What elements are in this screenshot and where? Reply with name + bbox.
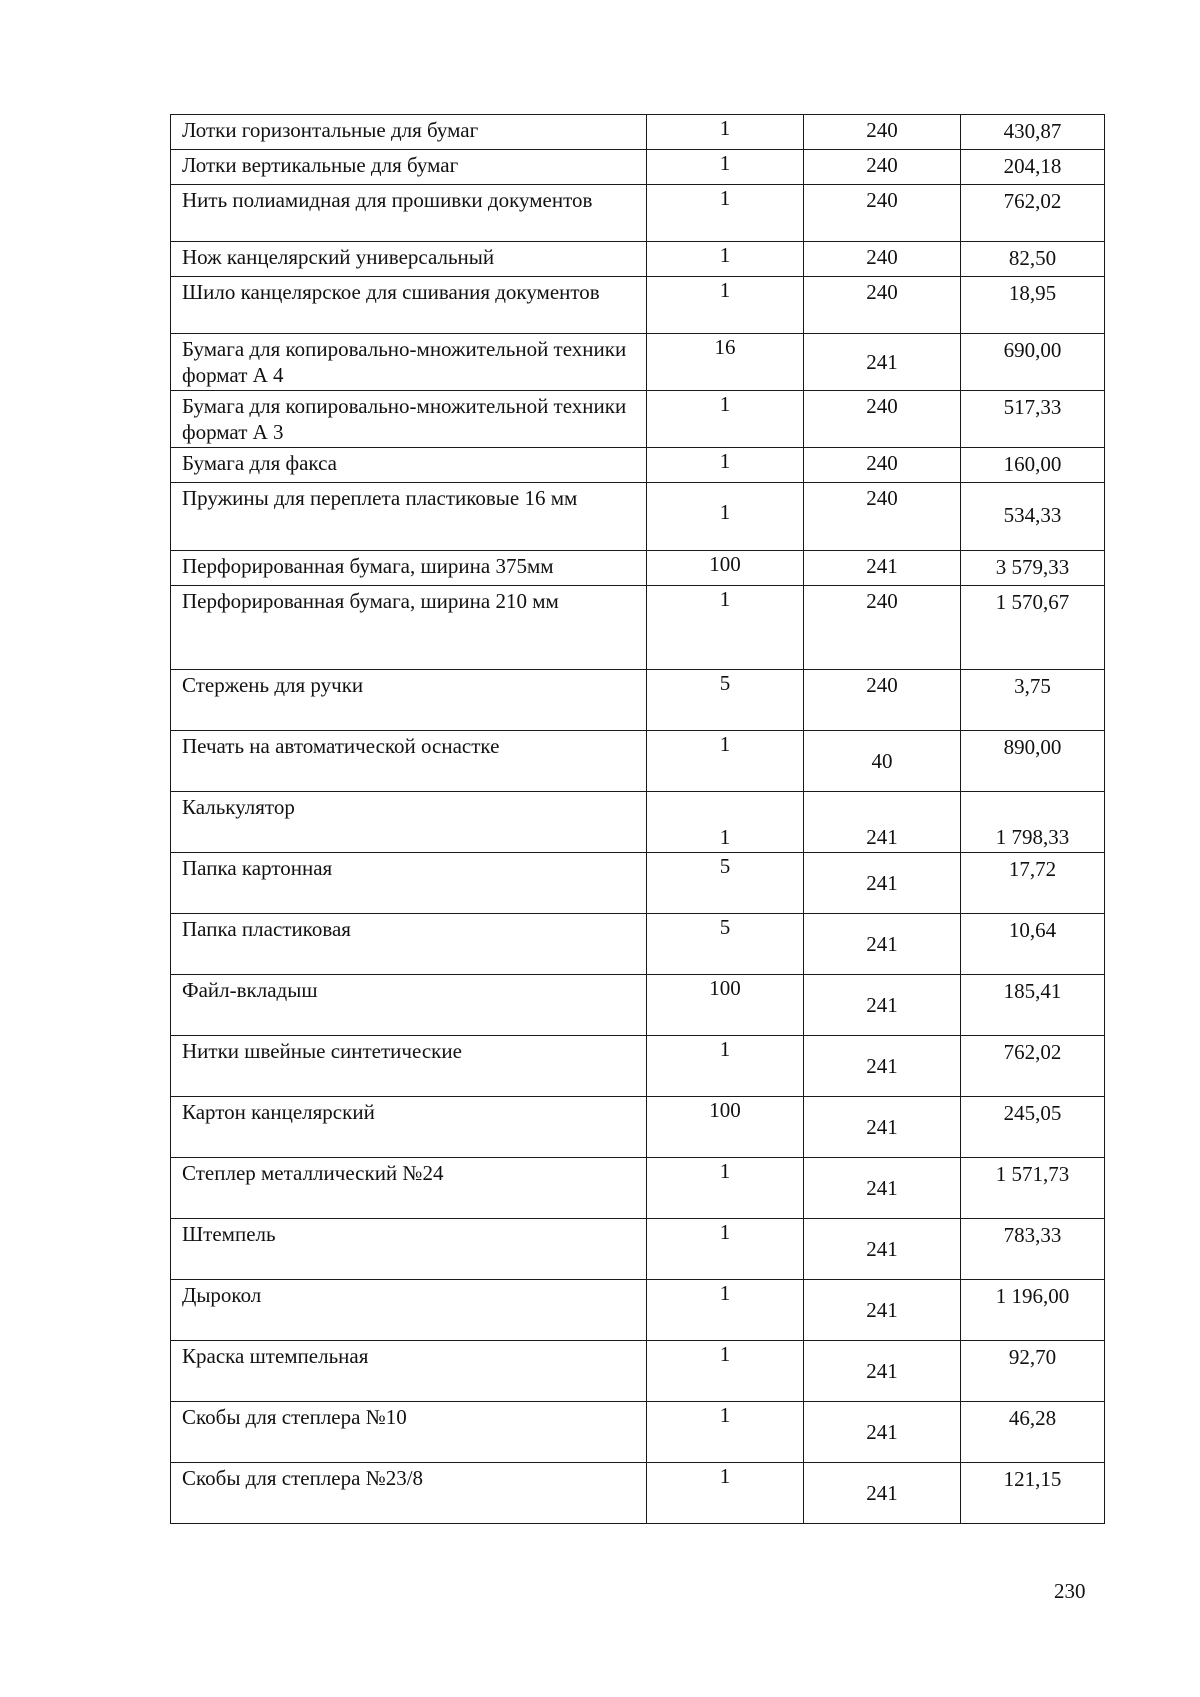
code-cell: 240 — [804, 277, 961, 334]
table-row — [171, 277, 1105, 334]
table-row — [171, 1036, 1105, 1097]
price-cell: 3 579,33 — [961, 551, 1105, 586]
quantity-cell: 1 — [647, 1280, 804, 1341]
quantity-cell: 1 — [647, 277, 804, 334]
price-cell: 3,75 — [961, 670, 1105, 731]
table-row — [171, 731, 1105, 792]
item-name-cell: Бумага для копировально-множительной техники формат А 3 — [171, 391, 647, 448]
quantity-cell: 1 — [647, 1463, 804, 1524]
table-row — [171, 391, 1105, 448]
quantity-cell: 1 — [647, 1158, 804, 1219]
price-cell: 245,05 — [961, 1097, 1105, 1158]
price-cell: 762,02 — [961, 1036, 1105, 1097]
item-name-cell: Стержень для ручки — [171, 670, 647, 731]
supplies-table — [170, 114, 1105, 1524]
code-cell: 240 — [804, 483, 961, 551]
price-cell: 890,00 — [961, 731, 1105, 792]
table-row — [171, 1158, 1105, 1219]
price-cell: 204,18 — [961, 150, 1105, 185]
item-name-cell: Картон канцелярский — [171, 1097, 647, 1158]
table-row — [171, 242, 1105, 277]
table-row — [171, 1097, 1105, 1158]
price-cell: 690,00 — [961, 334, 1105, 391]
item-name-cell: Перфорированная бумага, ширина 375мм — [171, 551, 647, 586]
quantity-cell: 1 — [647, 792, 804, 853]
code-cell: 241 — [804, 853, 961, 914]
code-cell: 241 — [804, 1280, 961, 1341]
item-name-cell: Нить полиамидная для прошивки документов — [171, 185, 647, 242]
item-name-cell: Лотки горизонтальные для бумаг — [171, 115, 647, 150]
item-name-cell: Печать на автоматической оснастке — [171, 731, 647, 792]
table-row — [171, 853, 1105, 914]
quantity-cell: 5 — [647, 670, 804, 731]
quantity-cell: 1 — [647, 483, 804, 551]
table-row — [171, 448, 1105, 483]
price-cell: 10,64 — [961, 914, 1105, 975]
table-row — [171, 1341, 1105, 1402]
quantity-cell: 100 — [647, 975, 804, 1036]
code-cell: 240 — [804, 150, 961, 185]
item-name-cell: Папка картонная — [171, 853, 647, 914]
code-cell: 240 — [804, 185, 961, 242]
quantity-cell: 1 — [647, 1341, 804, 1402]
price-cell: 121,15 — [961, 1463, 1105, 1524]
table-row — [171, 914, 1105, 975]
table-row — [171, 792, 1105, 853]
price-cell: 92,70 — [961, 1341, 1105, 1402]
table-row — [171, 483, 1105, 551]
table-row — [171, 551, 1105, 586]
code-cell: 241 — [804, 1463, 961, 1524]
code-cell: 241 — [804, 1158, 961, 1219]
quantity-cell: 1 — [647, 391, 804, 448]
price-cell: 18,95 — [961, 277, 1105, 334]
item-name-cell: Степлер металлический №24 — [171, 1158, 647, 1219]
item-name-cell: Пружины для переплета пластиковые 16 мм — [171, 483, 647, 551]
code-cell: 240 — [804, 586, 961, 670]
table-row — [171, 334, 1105, 391]
quantity-cell: 1 — [647, 731, 804, 792]
code-cell: 241 — [804, 1341, 961, 1402]
price-cell: 430,87 — [961, 115, 1105, 150]
price-cell: 762,02 — [961, 185, 1105, 242]
price-cell: 160,00 — [961, 448, 1105, 483]
code-cell: 241 — [804, 1219, 961, 1280]
table-row — [171, 115, 1105, 150]
price-cell: 1 196,00 — [961, 1280, 1105, 1341]
item-name-cell: Папка пластиковая — [171, 914, 647, 975]
quantity-cell: 1 — [647, 586, 804, 670]
item-name-cell: Бумага для копировально-множительной техники формат А 4 — [171, 334, 647, 391]
table-row — [171, 975, 1105, 1036]
price-cell: 46,28 — [961, 1402, 1105, 1463]
code-cell: 241 — [804, 792, 961, 853]
item-name-cell: Скобы для степлера №23/8 — [171, 1463, 647, 1524]
price-cell: 82,50 — [961, 242, 1105, 277]
page-number: 230 — [1054, 1579, 1086, 1603]
item-name-cell: Дырокол — [171, 1280, 647, 1341]
code-cell: 241 — [804, 334, 961, 391]
item-name-cell: Нож канцелярский универсальный — [171, 242, 647, 277]
quantity-cell: 5 — [647, 914, 804, 975]
price-cell: 1 571,73 — [961, 1158, 1105, 1219]
code-cell: 240 — [804, 670, 961, 731]
item-name-cell: Нитки швейные синтетические — [171, 1036, 647, 1097]
code-cell: 40 — [804, 731, 961, 792]
table-row — [171, 1463, 1105, 1524]
table-row — [171, 1280, 1105, 1341]
table-row — [171, 185, 1105, 242]
quantity-cell: 1 — [647, 115, 804, 150]
table-row — [171, 1219, 1105, 1280]
quantity-cell: 100 — [647, 551, 804, 586]
item-name-cell: Файл-вкладыш — [171, 975, 647, 1036]
price-cell: 1 570,67 — [961, 586, 1105, 670]
price-cell: 1 798,33 — [961, 792, 1105, 853]
table-row — [171, 670, 1105, 731]
item-name-cell: Лотки вертикальные для бумаг — [171, 150, 647, 185]
item-name-cell: Бумага для факса — [171, 448, 647, 483]
quantity-cell: 1 — [647, 1219, 804, 1280]
quantity-cell: 100 — [647, 1097, 804, 1158]
quantity-cell: 1 — [647, 448, 804, 483]
quantity-cell: 1 — [647, 1402, 804, 1463]
quantity-cell: 1 — [647, 185, 804, 242]
code-cell: 240 — [804, 448, 961, 483]
price-cell: 783,33 — [961, 1219, 1105, 1280]
table-row — [171, 150, 1105, 185]
quantity-cell: 1 — [647, 242, 804, 277]
item-name-cell: Скобы для степлера №10 — [171, 1402, 647, 1463]
item-name-cell: Калькулятор — [171, 792, 647, 853]
code-cell: 241 — [804, 975, 961, 1036]
quantity-cell: 5 — [647, 853, 804, 914]
price-cell: 185,41 — [961, 975, 1105, 1036]
code-cell: 241 — [804, 1097, 961, 1158]
item-name-cell: Шило канцелярское для сшивания документов — [171, 277, 647, 334]
code-cell: 240 — [804, 242, 961, 277]
quantity-cell: 16 — [647, 334, 804, 391]
item-name-cell: Краска штемпельная — [171, 1341, 647, 1402]
code-cell: 241 — [804, 1402, 961, 1463]
price-cell: 17,72 — [961, 853, 1105, 914]
item-name-cell: Перфорированная бумага, ширина 210 мм — [171, 586, 647, 670]
code-cell: 240 — [804, 115, 961, 150]
code-cell: 241 — [804, 1036, 961, 1097]
table-row — [171, 1402, 1105, 1463]
quantity-cell: 1 — [647, 1036, 804, 1097]
item-name-cell: Штемпель — [171, 1219, 647, 1280]
code-cell: 241 — [804, 914, 961, 975]
table-row — [171, 586, 1105, 670]
quantity-cell: 1 — [647, 150, 804, 185]
price-cell: 517,33 — [961, 391, 1105, 448]
code-cell: 240 — [804, 391, 961, 448]
price-cell: 534,33 — [961, 483, 1105, 551]
code-cell: 241 — [804, 551, 961, 586]
